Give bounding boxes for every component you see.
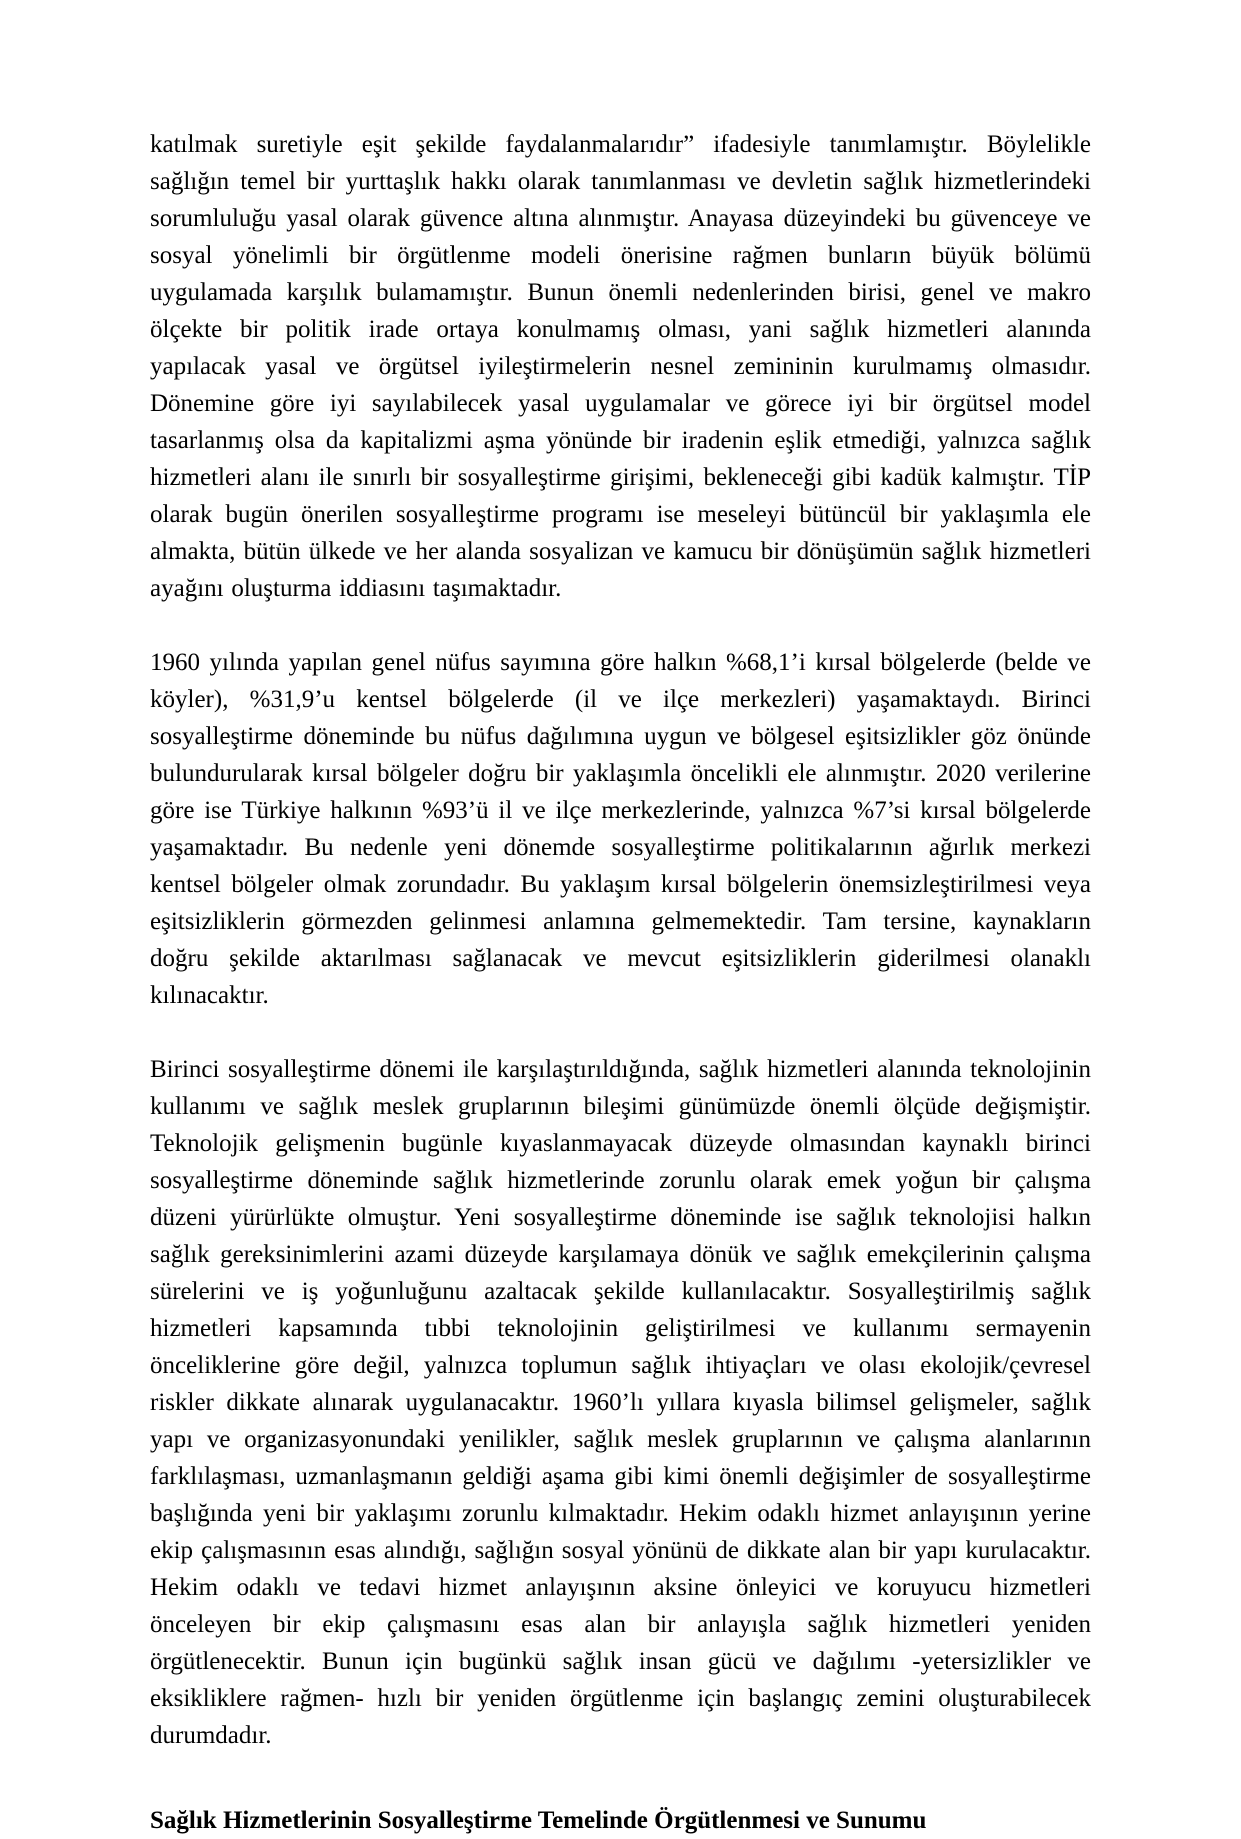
paragraph-3: Birinci sosyalleştirme dönemi ile karşılaştırıldığında, sağlık hizmetleri alanında teknolojinin kullanımı ve sağlık meslek gruplarının bileşimi günümüzde önemli ölçüde değişmiştir. Teknolojik gelişmenin bugünle kıyaslanmayacak düzeyde olmasından kaynaklı birinci sosyalleştirme döneminde sağlık hizmetlerinde zorunlu olarak emek yoğun bir çalışma düzeni yürürlükte olmuştur. Yeni sosyalleştirme döneminde ise sağlık teknolojisi halkın sağlık gereksinimlerini azami düzeyde karşılamaya dönük ve sağlık emekçilerinin çalışma sürelerini ve iş yoğunluğunu azaltacak şekilde kullanılacaktır. Sosyalleştirilmiş sağlık hizmetleri kapsamında tıbbi teknolojinin geliştirilmesi ve kullanımı sermayenin önceliklerine göre değil, yalnızca toplumun sağlık ihtiyaçları ve olası ekolojik/çevresel riskler dikkate alınarak uygulanacaktır. 1960’lı yıllara kıyasla bilimsel gelişmeler, sağlık yapı ve organizasyonundaki yenilikler, sağlık meslek gruplarının ve çalışma alanlarının farklılaşması, uzmanlaşmanın geldiği aşama gibi kimi önemli değişimler de sosyalleştirme başlığında yeni bir yaklaşımı zorunlu kılmaktadır. Hekim odaklı hizmet anlayışının yerine ekip çalışmasının esas alındığı, sağlığın sosyal yönünü de dikkate alan bir yapı kurulacaktır. Hekim odaklı ve tedavi hizmet anlayışının aksine önleyici ve koruyucu hizmetleri önceleyen bir ekip çalışmasını esas alan bir anlayışla sağlık hizmetleri yeniden örgütlenecektir. Bunun için bugünkü sağlık insan gücü ve dağılımı -yetersizlikler ve eksikliklere rağmen- hızlı bir yeniden örgütlenme için başlangıç zemini oluşturabilecek durumdadır. [150,1056,1091,1749]
section-heading: Sağlık Hizmetlerinin Sosyalleştirme Temelinde Örgütlenmesi ve Sunumu [150,1807,927,1834]
paragraph-2: 1960 yılında yapılan genel nüfus sayımına göre halkın %68,1’i kırsal bölgelerde (belde ve köyler), %31,9’u kentsel bölgelerde (il ve ilçe merkezleri) yaşamaktaydı. Birinci sosyalleştirme döneminde bu nüfus dağılımına uygun ve bölgesel eşitsizlikler göz önünde bulundurularak kırsal bölgeler doğru bir yaklaşımla öncelikli ele alınmıştır. 2020 verilerine göre ise Türkiye halkının %93’ü il ve ilçe merkezlerinde, yalnızca %7’si kırsal bölgelerde yaşamaktadır. Bu nedenle yeni dönemde sosyalleştirme politikalarının ağırlık merkezi kentsel bölgeler olmak zorundadır. Bu yaklaşım kırsal bölgelerin önemsizleştirilmesi veya eşitsizliklerin görmezden gelinmesi anlamına gelmemektedir. Tam tersine, kaynakların doğru şekilde aktarılması sağlanacak ve mevcut eşitsizliklerin giderilmesi olanaklı kılınacaktır. [150,649,1091,1009]
paragraph-1: katılmak suretiyle eşit şekilde faydalanmalarıdır” ifadesiyle tanımlamıştır. Böylelikle sağlığın temel bir yurttaşlık hakkı olarak tanımlanması ve devletin sağlık hizmetlerindeki sorumluluğu yasal olarak güvence altına alınmıştır. Anayasa düzeyindeki bu güvenceye ve sosyal yönelimli bir örgütlenme modeli önerisine rağmen bunların büyük bölümü uygulamada karşılık bulamamıştır. Bunun önemli nedenlerinden birisi, genel ve makro ölçekte bir politik irade ortaya konulmamış olması, yani sağlık hizmetleri alanında yapılacak yasal ve örgütsel iyileştirmelerin nesnel zemininin kurulmamış olmasıdır. Dönemine göre iyi sayılabilecek yasal uygulamalar ve görece iyi bir örgütsel model tasarlanmış olsa da kapitalizmi aşma yönünde bir iradenin eşlik etmediği, yalnızca sağlık hizmetleri alanı ile sınırlı bir sosyalleştirme girişimi, bekleneceği gibi kadük kalmıştır. TİP olarak bugün önerilen sosyalleştirme programı ise meseleyi bütüncül bir yaklaşımla ele almakta, bütün ülkede ve her alanda sosyalizan ve kamucu bir dönüşümün sağlık hizmetleri ayağını oluşturma iddiasını taşımaktadır. [150,131,1091,602]
